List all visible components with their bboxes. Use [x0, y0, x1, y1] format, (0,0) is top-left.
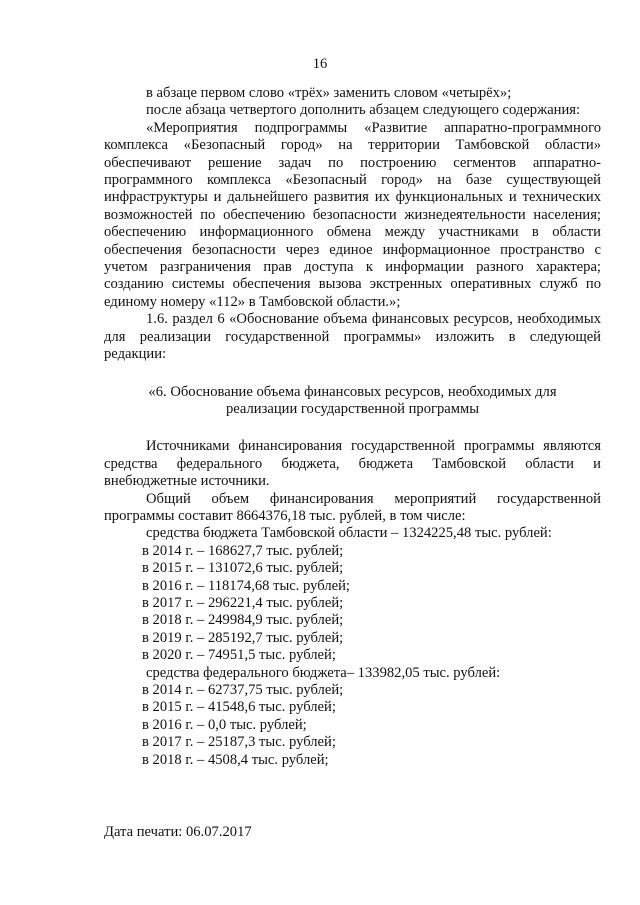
paragraph-5: Источниками финансирования государственной программы являются средства федерального бюджета, бюджета Тамбовской области и внебюджетные источники. — [104, 438, 601, 490]
paragraph-3-quote: «Мероприятия подпрограммы «Развитие аппаратно-программного комплекса «Безопасный город» на территории Тамбовской области» обеспечивают решение задач по построению сегментов аппаратно-программного комплекса «Безопасный город» на базе существующей инфраструктуры и дальнейшего развития их функциональных и технических возможностей по обеспечению безопасности жизнедеятельности населения; обеспечению информационного обмена между участниками в области обеспечения безопасности через единое информационное пространство с учетом разграничения прав доступа к информации разного характера; созданию системы обеспечения вызова экстренных оперативных служб по единому номеру «112» в Тамбовской области.»; — [104, 119, 601, 310]
regional-budget-list — [104, 543, 601, 665]
list-item: в 2017 г. – 25187,3 тыс. рублей; — [142, 734, 336, 751]
paragraph-1: в абзаце первом слово «трёх» заменить словом «четырёх»; — [146, 85, 512, 101]
list-item: в 2016 г. – 118174,68 тыс. рублей; — [142, 577, 350, 594]
section-heading — [104, 384, 601, 419]
list-item: в 2015 г. – 131072,6 тыс. рублей; — [142, 560, 344, 577]
list-item: в 2017 г. – 296221,4 тыс. рублей; — [142, 594, 344, 611]
list-item: в 2014 г. – 168627,7 тыс. рублей; — [142, 542, 344, 559]
federal-budget-list — [104, 682, 601, 769]
paragraph-4: 1.6. раздел 6 «Обоснование объема финансовых ресурсов, необходимых для реализации государственной программы» изложить в следующей редакции: — [104, 311, 601, 363]
list-item: в 2020 г. – 74951,5 тыс. рублей; — [142, 647, 336, 664]
list-item: в 2014 г. – 62737,75 тыс. рублей; — [142, 682, 344, 698]
regional-budget-title: средства бюджета Тамбовской области – 1324225,48 тыс. рублей: — [146, 525, 552, 542]
print-date: Дата печати: 06.07.2017 — [104, 824, 252, 840]
paragraph-6: Общий объем финансирования мероприятий государственной программы составит 8664376,18 тыс. рублей, в том числе: — [104, 490, 601, 524]
federal-budget-title: средства федерального бюджета– 133982,05 тыс. рублей: — [146, 664, 501, 681]
section-heading-line-2: реализации государственной программы — [225, 400, 480, 417]
list-item: в 2016 г. – 0,0 тыс. рублей; — [142, 716, 307, 733]
list-item: в 2019 г. – 285192,7 тыс. рублей; — [142, 629, 344, 646]
list-item: в 2015 г. – 41548,6 тыс. рублей; — [142, 699, 336, 716]
page-number: 16 — [312, 56, 328, 72]
list-item: в 2018 г. – 249984,9 тыс. рублей; — [142, 612, 344, 629]
paragraph-2: после абзаца четвертого дополнить абзацем следующего содержания: — [146, 102, 581, 119]
document-body — [104, 85, 601, 769]
list-item: в 2018 г. – 4508,4 тыс. рублей; — [142, 751, 329, 768]
section-heading-line-1: «6. Обоснование объема финансовых ресурсов, необходимых для — [148, 383, 557, 400]
